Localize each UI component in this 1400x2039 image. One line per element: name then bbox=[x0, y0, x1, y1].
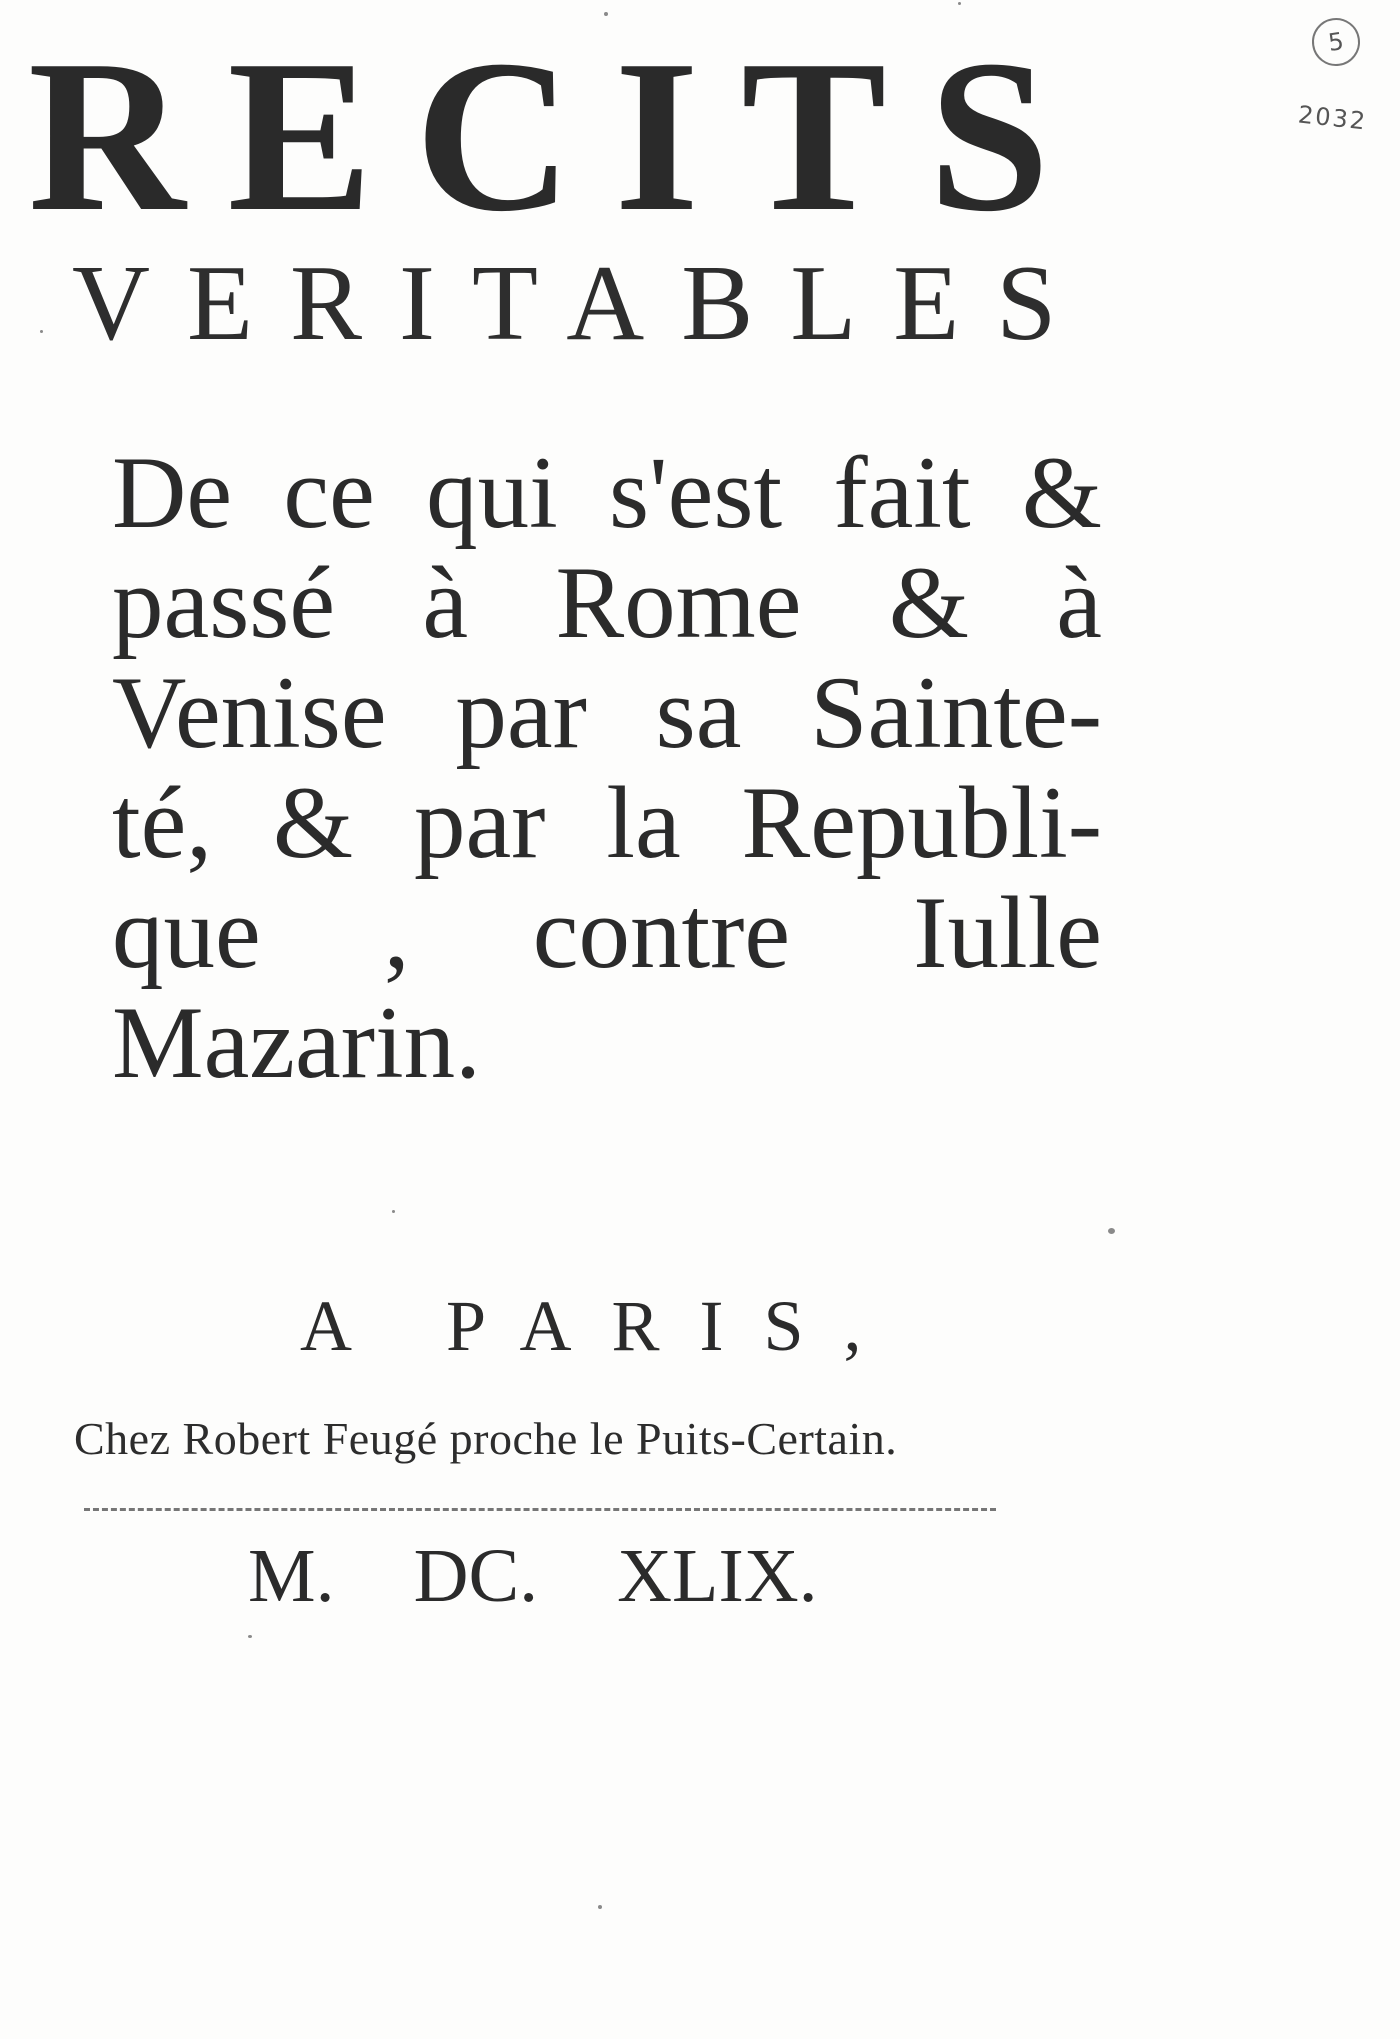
subtitle-line: passé à Rome & à bbox=[112, 546, 1102, 660]
ink-speck bbox=[598, 1905, 602, 1909]
ink-speck bbox=[392, 1210, 395, 1213]
imprint-printer: Chez Robert Feugé proche le Puits-Certain. bbox=[74, 1413, 898, 1464]
ink-speck bbox=[1108, 1228, 1115, 1234]
subtitle-line: té, & par la Republi- bbox=[112, 766, 1102, 880]
imprint-year: M. DC. XLIX. bbox=[248, 1534, 818, 1618]
title-sub: VERITABLES bbox=[72, 244, 1094, 363]
ink-speck bbox=[604, 12, 608, 16]
shelfmark: 2032 bbox=[1296, 100, 1369, 136]
imprint-city: A PARIS, bbox=[300, 1286, 902, 1366]
subtitle-line: De ce qui s'est fait & bbox=[112, 436, 1102, 550]
ink-speck bbox=[40, 330, 43, 333]
subtitle-block bbox=[112, 438, 1102, 1098]
title-main: RECITS bbox=[28, 16, 1092, 257]
divider-rule bbox=[84, 1508, 996, 1511]
ink-speck bbox=[958, 2, 961, 5]
folio-number: 5 bbox=[1309, 15, 1363, 69]
subtitle-line: Venise par sa Sainte- bbox=[112, 656, 1102, 770]
subtitle-line: que , contre Iulle bbox=[112, 876, 1102, 990]
ink-speck bbox=[248, 1635, 252, 1638]
subtitle-line: Mazarin. bbox=[112, 986, 481, 1100]
